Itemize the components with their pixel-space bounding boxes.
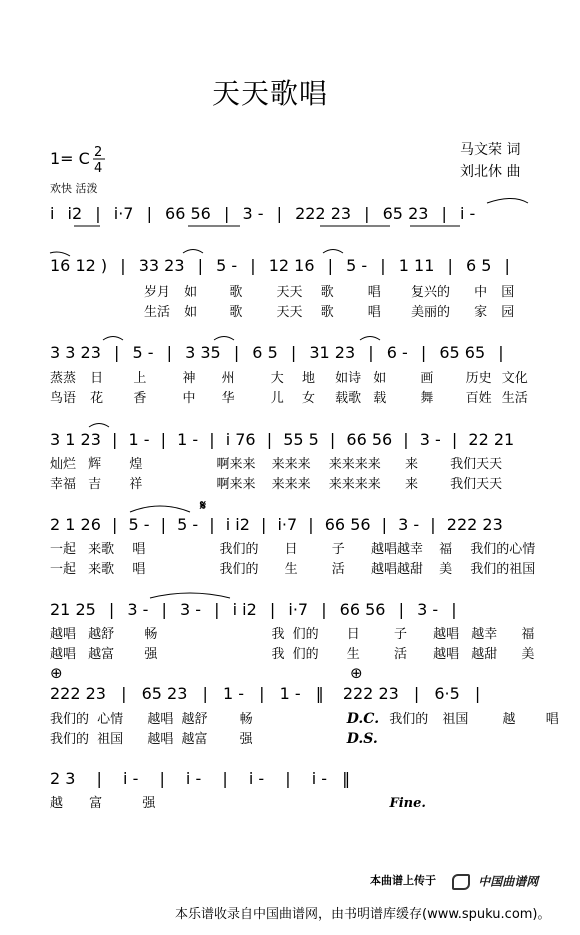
note-group: i - (123, 769, 139, 788)
lyrics-verse-2 (144, 306, 514, 319)
lyric: 来 (404, 477, 418, 492)
note-group: 55 5 (283, 430, 319, 449)
note-group: 1 - (222, 684, 244, 703)
dc-mark: D.C. (346, 711, 380, 727)
slur-mark (183, 250, 203, 254)
double-barline: ‖ (342, 769, 351, 788)
notes-system-4 (50, 432, 514, 448)
barline: | (321, 600, 327, 619)
coda-sign: ⊕ (50, 664, 63, 682)
lyric: 强 (142, 796, 156, 811)
lyric: 如 (373, 371, 387, 386)
slur-mark (130, 506, 190, 512)
lyric: 大 (270, 371, 284, 386)
note-group: i 76 (225, 430, 256, 449)
lyric: 州 (221, 371, 235, 386)
note-group: i - (311, 769, 328, 788)
lyric: 强 (239, 732, 253, 747)
note-group: 65 23 (382, 204, 429, 223)
barline: | (269, 600, 276, 619)
double-barline: ‖ (315, 684, 324, 703)
barline: | (447, 256, 453, 275)
barline: | (451, 430, 458, 449)
barline: | (381, 515, 388, 534)
barline: | (202, 684, 208, 703)
lyric: 岁月 (144, 285, 171, 300)
note-group: 2 1 26 (50, 515, 101, 534)
coda-sign: ⊕ (350, 664, 363, 682)
note-group: 21 25 (50, 600, 96, 619)
slur-mark (323, 250, 343, 254)
note-group: 222 23 (342, 684, 399, 703)
note-group: 3 - (398, 515, 420, 534)
lyric: 国 (501, 285, 515, 300)
note-group: 1 - (279, 684, 301, 703)
lyric: 越舒 (88, 627, 115, 642)
lyric: 花 (90, 391, 104, 406)
notes-system-7 (50, 686, 480, 702)
note-group: 31 23 (309, 343, 356, 362)
lyrics-verse-1 (50, 543, 535, 556)
lyric: 我们的 (219, 542, 259, 557)
lyric: 日 (284, 542, 298, 557)
lyric: 唱 (132, 562, 146, 577)
lyrics-verse-2 (50, 563, 535, 576)
barline: | (364, 204, 370, 223)
lyric: 越富 (181, 732, 208, 747)
note-group: 1 11 (398, 256, 435, 275)
lyric: 我 (271, 647, 285, 662)
barline: | (498, 343, 504, 362)
lyric: 女 (301, 391, 315, 406)
barline: | (160, 515, 166, 534)
note-group: i - (460, 204, 476, 223)
lyric: 来来来 (271, 477, 311, 492)
barline: | (451, 600, 457, 619)
lyrics-verse-1 (50, 797, 426, 810)
lyric: 唱 (545, 712, 559, 727)
note-group: 1 - (128, 430, 150, 449)
lyric: 画 (420, 371, 434, 386)
barline: | (285, 769, 291, 788)
note-group: i i2 (232, 600, 257, 619)
lyric: 来来来 (271, 457, 311, 472)
lyric: 我们的心情 (470, 542, 536, 557)
lyric: 一起 (50, 562, 77, 577)
lyric: 我们的 (50, 712, 90, 727)
lyric: 灿烂 (50, 457, 77, 472)
barline: | (329, 430, 336, 449)
time-sig-bottom: 4 (94, 161, 103, 175)
barline: | (160, 430, 166, 449)
note-group: 3 3 23 (50, 343, 101, 362)
lyric: 畅 (144, 627, 158, 642)
time-sig-top: 2 (94, 145, 103, 160)
note-group: i (50, 204, 55, 223)
barline: | (209, 515, 215, 534)
lyric: 百姓 (465, 391, 492, 406)
lyric: 天天 (276, 285, 303, 300)
lyric: 越唱 (433, 627, 460, 642)
lyric: 辉 (88, 457, 102, 472)
barline: | (260, 515, 267, 534)
barline: | (233, 343, 240, 362)
lyric: 唱 (367, 305, 381, 320)
barline: | (441, 204, 447, 223)
barline: | (259, 684, 265, 703)
lyric: 鸟语 (50, 391, 77, 406)
lyric: 一起 (50, 542, 77, 557)
barline: | (111, 515, 118, 534)
slur-mark (150, 593, 230, 598)
note-group: 222 23 (446, 515, 503, 534)
lyric: 越唱越幸 (370, 542, 423, 557)
lyric: 们的 (292, 647, 319, 662)
lyric: 越幸 (471, 627, 498, 642)
barline: | (380, 256, 386, 275)
lyric: 畅 (239, 712, 253, 727)
barline: | (413, 684, 420, 703)
lyric: 我们的 (389, 712, 429, 727)
lyric: 来来来来 (328, 457, 381, 472)
note-group: 5 - (177, 515, 199, 534)
lyric: 我们天天 (450, 477, 503, 492)
note-group: 6 5 (252, 343, 278, 362)
barline: | (420, 343, 427, 362)
notes-system-3 (50, 345, 504, 361)
lyric: 歌 (320, 305, 334, 320)
lyric: 历史 (465, 371, 492, 386)
lyrics-verse-1 (50, 628, 534, 641)
barline: | (250, 256, 256, 275)
lyric: 华 (221, 391, 235, 406)
lyrics-verse-2 (50, 648, 534, 661)
slur-mark (214, 337, 234, 341)
note-group: 65 23 (141, 684, 188, 703)
note-group: i·7 (288, 600, 309, 619)
note-group: 66 56 (339, 600, 386, 619)
barline: | (504, 256, 510, 275)
lyric: 越 (502, 712, 516, 727)
note-group: 1 - (177, 430, 199, 449)
notes-system-1 (50, 206, 475, 222)
barline: | (276, 204, 282, 223)
barline: | (368, 343, 374, 362)
lyric: 园 (501, 305, 515, 320)
lyric: 祖国 (97, 732, 124, 747)
lyric: 歌 (229, 285, 243, 300)
note-group: i i2 (225, 515, 250, 534)
tempo-marking: 欢快 活泼 (50, 182, 98, 195)
note-group: 3 1 23 (50, 430, 101, 449)
barline: | (197, 256, 204, 275)
lyric: 我们的祖国 (470, 562, 536, 577)
logo-icon (452, 874, 470, 890)
lyric: 幸福 (50, 477, 77, 492)
slur-mark (103, 337, 123, 341)
lyric: 如 (184, 285, 198, 300)
barline: | (121, 684, 127, 703)
note-group: 66 56 (346, 430, 393, 449)
time-signature (92, 143, 112, 175)
barline: | (113, 343, 120, 362)
barline: | (146, 204, 152, 223)
lyric: 越唱 (147, 712, 174, 727)
barline: | (95, 204, 101, 223)
note-group: 33 23 (138, 256, 185, 275)
barline: | (214, 600, 220, 619)
lyric: 越唱越甜 (370, 562, 423, 577)
lyric: 富 (89, 796, 103, 811)
barline: | (308, 515, 314, 534)
note-group: i·7 (113, 204, 134, 223)
lyric: 福 (439, 542, 453, 557)
notes-system-8 (50, 771, 350, 787)
lyric: 煌 (129, 457, 143, 472)
slur-mark (360, 337, 380, 341)
key-signature: 1= C (50, 149, 90, 168)
barline: | (166, 343, 172, 362)
note-group: 66 56 (324, 515, 371, 534)
lyric: 如 (184, 305, 198, 320)
notes-system-6 (50, 602, 457, 618)
lyrics-verse-1 (50, 712, 559, 726)
lyrics-verse-1 (144, 286, 514, 299)
fine-mark: Fine. (389, 796, 426, 811)
note-group: 16 12 ) (50, 256, 108, 275)
barline: | (398, 600, 404, 619)
slur-mark (89, 424, 109, 428)
lyric: 地 (301, 371, 315, 386)
lyric: 文化 (501, 371, 528, 386)
lyric: 唱 (367, 285, 381, 300)
lyric: 越 (50, 796, 64, 811)
note-group: 3 - (419, 430, 441, 449)
lyric: 歌 (229, 305, 243, 320)
note-group: 222 23 (295, 204, 352, 223)
note-group: 5 - (216, 256, 238, 275)
note-group: 22 21 (468, 430, 515, 449)
barline: | (327, 256, 334, 275)
lyric: 越唱 (433, 647, 460, 662)
barline: | (266, 430, 273, 449)
lyrics-verse-2 (50, 732, 378, 746)
note-group: 2 3 (50, 769, 76, 788)
barline: | (223, 204, 230, 223)
slur-mark (487, 199, 528, 204)
lyric: 中 (474, 285, 488, 300)
note-group: 6 - (386, 343, 408, 362)
lyric: 来来来来 (328, 477, 381, 492)
note-group: 222 23 (50, 684, 106, 703)
lyric: 上 (133, 371, 147, 386)
song-title: 天天歌唱 (212, 77, 329, 110)
lyric: 生 (284, 562, 298, 577)
barline: | (209, 430, 215, 449)
barline: | (403, 430, 409, 449)
barline: | (290, 343, 297, 362)
lyric: 复兴的 (410, 285, 450, 300)
lyric: 越富 (88, 647, 115, 662)
lyric: 来 (404, 457, 418, 472)
note-group: 12 16 (268, 256, 315, 275)
lyric: 舞 (420, 391, 434, 406)
lyric: 祖国 (442, 712, 469, 727)
lyric: 福 (521, 627, 535, 642)
note-group: i - (248, 769, 265, 788)
upload-caption: 本曲谱上传于 (370, 874, 436, 887)
lyric: 我 (271, 627, 285, 642)
lyric: 美丽的 (410, 305, 450, 320)
note-group: 3 35 (185, 343, 221, 362)
lyric: 越唱 (50, 627, 77, 642)
note-group: 66 56 (165, 204, 211, 223)
barline: | (430, 515, 436, 534)
lyric: 们的 (292, 627, 319, 642)
lyrics-verse-1 (50, 372, 528, 385)
note-group: i2 (67, 204, 83, 223)
lyric: 祥 (129, 477, 143, 492)
note-group: 3 - (180, 600, 202, 619)
lyric: 中 (182, 391, 196, 406)
lyric: 美 (439, 562, 453, 577)
lyric: 日 (90, 371, 104, 386)
ds-mark: D.S. (346, 731, 378, 747)
lyric: 载歌 (335, 391, 362, 406)
lyric: 越甜 (471, 647, 498, 662)
note-group: 5 - (128, 515, 150, 534)
lyric: 神 (182, 371, 196, 386)
footer-notice: 本乐谱收录自中国曲谱网，由书明谱库缓存(www.spuku.com)。 (175, 907, 551, 922)
lyric: 吉 (88, 477, 102, 492)
barline: | (159, 769, 165, 788)
lyric: 心情 (97, 712, 124, 727)
lyric: 美 (521, 647, 535, 662)
composer-credit: 刘北休 曲 (460, 164, 521, 180)
barline: | (96, 769, 102, 788)
note-group: 3 - (417, 600, 439, 619)
lyric: 唱 (132, 542, 146, 557)
lyric: 家 (474, 305, 488, 320)
lyric: 蒸蒸 (50, 371, 77, 386)
lyrics-verse-2 (50, 392, 528, 405)
note-group: 5 - (132, 343, 154, 362)
brand-name: 中国曲谱网 (478, 874, 539, 889)
lyric: 活 (331, 562, 345, 577)
lyric: 越舒 (181, 712, 208, 727)
lyric: 如诗 (335, 371, 362, 386)
lyric: 强 (144, 647, 158, 662)
lyric: 来歌 (88, 562, 115, 577)
lyric: 越唱 (50, 647, 77, 662)
note-group: i - (185, 769, 202, 788)
lyric: 载 (373, 391, 387, 406)
lyric: 啊来来 (216, 457, 256, 472)
note-group: 65 65 (439, 343, 486, 362)
barline: | (108, 600, 115, 619)
lyrics-verse-2 (50, 478, 502, 491)
note-group: 3 - (242, 204, 264, 223)
notes-system-5 (50, 517, 503, 533)
lyrics-verse-1 (50, 458, 502, 471)
lyric: 啊来来 (216, 477, 256, 492)
segno-sign: 𝄋 (200, 498, 207, 514)
barline: | (222, 769, 228, 788)
note-group: i·7 (277, 515, 298, 534)
lyric: 来歌 (88, 542, 115, 557)
lyric: 歌 (320, 285, 334, 300)
site-brand (452, 874, 538, 890)
barline: | (111, 430, 118, 449)
barline: | (161, 600, 167, 619)
lyric: 生活 (144, 305, 171, 320)
lyric: 我们的 (219, 562, 259, 577)
lyric: 天天 (276, 305, 303, 320)
lyric: 越唱 (147, 732, 174, 747)
notes-system-2 (50, 258, 510, 274)
note-group: 5 - (346, 256, 368, 275)
lyric: 子 (393, 627, 407, 642)
note-group: 6·5 (434, 684, 460, 703)
note-group: 3 - (127, 600, 149, 619)
lyric: 日 (346, 627, 360, 642)
note-group: 6 5 (465, 256, 492, 275)
barline: | (120, 256, 126, 275)
lyric: 儿 (270, 391, 284, 406)
lyric: 生活 (501, 391, 528, 406)
lyric: 子 (331, 542, 345, 557)
lyric: 香 (133, 391, 147, 406)
lyric: 活 (393, 647, 407, 662)
lyric: 我们天天 (450, 457, 503, 472)
lyric: 我们的 (50, 732, 90, 747)
lyricist-credit: 马文荣 词 (460, 142, 521, 158)
lyric: 生 (346, 647, 360, 662)
barline: | (474, 684, 481, 703)
